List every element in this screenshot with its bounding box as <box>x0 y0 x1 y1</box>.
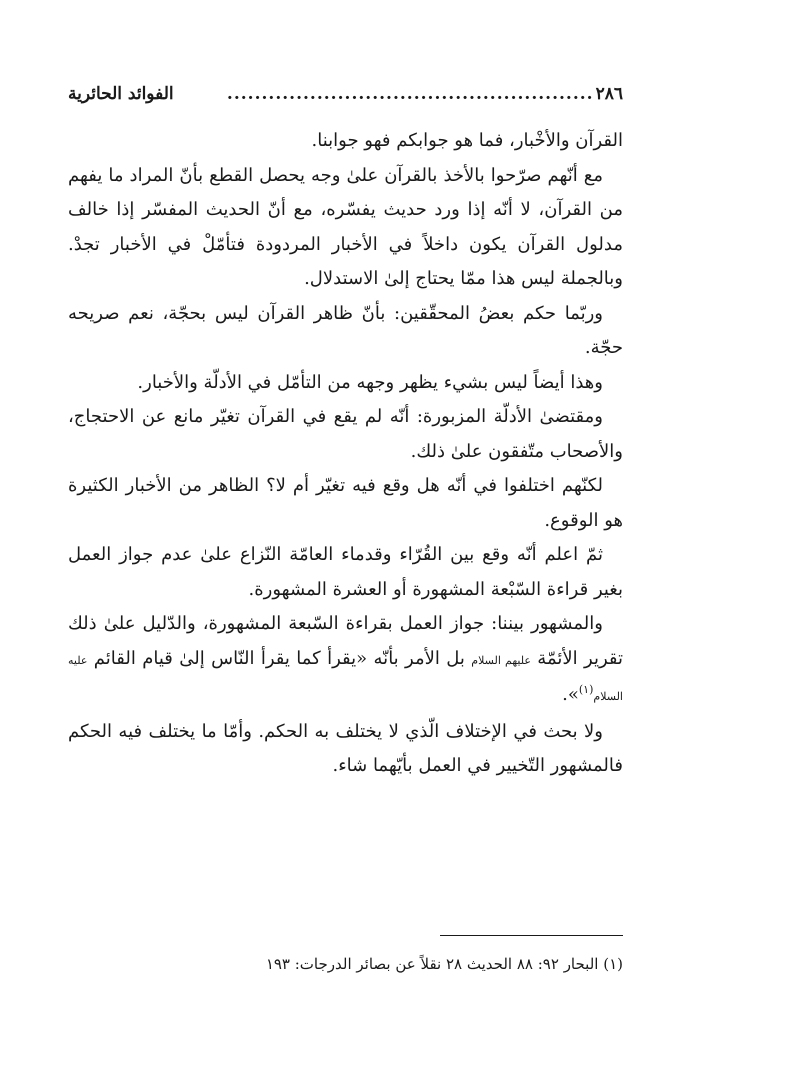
running-header <box>68 84 623 104</box>
paragraph-8-text-b: بل الأمر بأنّه «يقرأ كما يقرأ النّاس إلىٰ قيام القائم <box>87 647 472 669</box>
paragraph-4: وهذا أيضاً ليس بشيء يظهر وجهه من التأمّل في الأدلّة والأخبار. <box>137 371 603 393</box>
paragraph-1: القرآن والأخْبار، فما هو جوابكم فهو جوابنا. <box>311 130 623 151</box>
paragraph-9: ولا بحث في الإختلاف الّذي لا يختلف به الحكم. وأمّا ما يختلف فيه الحكم فالمشهور التّخيير في العمل بأيّهما شاء. <box>68 720 623 776</box>
honorific-a: عليهم السلام <box>471 653 531 667</box>
paragraph-8-text-c: ». <box>562 684 579 705</box>
leader-dots: ..................................................... <box>226 84 594 104</box>
paragraph-7: ثمّ اعلم أنّه وقع بين القُرّاء وقدماء العامّة النّزاع علىٰ عدم جواز العمل بغير قراءة السّبْعة المشهورة أو العشرة المشهورة. <box>68 544 623 600</box>
book-title: الفوائد الحائرية <box>68 84 174 104</box>
paragraph-3: وربّما حكم بعضُ المحقّقين: بأنّ ظاهر القرآن ليس بحجّة، نعم صريحه حجّة. <box>68 302 623 358</box>
footnote-ref[interactable]: (١) <box>578 683 594 696</box>
footnote-separator <box>440 935 623 936</box>
footnote: (١) البحار ٩٢: ٨٨ الحديث ٢٨ نقلاً عن بصائر الدرجات: ١٩٣ <box>265 955 623 973</box>
paragraph-8-text-a: والمشهور بيننا: جواز العمل بقراءة السّبعة المشهورة، والدّليل علىٰ ذلك تقرير الأئمّة <box>68 613 623 669</box>
honorific-b: عليه السلام <box>68 653 623 703</box>
body-text <box>68 124 623 784</box>
paragraph-6: لكنّهم اختلفوا في أنّه هل وقع فيه تغيّر أم لا؟ الظاهر من الأخبار الكثيرة هو الوقوع. <box>68 475 623 531</box>
paragraph-5: ومقتضىٰ الأدلّة المزبورة: أنّه لم يقع في القرآن تغيّر مانع عن الاحتجاج، والأصحاب متّفقون علىٰ ذلك. <box>68 406 623 462</box>
paragraph-8 <box>68 607 623 715</box>
paragraph-2: مع أنّهم صرّحوا بالأخذ بالقرآن علىٰ وجه يحصل القطع بأنّ المراد ما يفهم من القرآن، لا أنّه إذا ورد حديث يفسّره، مع أنّ الحديث المفسّر إذا خالف مدلول القرآن يكون داخلاً في الأخبار المردودة فتأمّلْ في الأخبار تجدْ. وبالجملة ليس هذا ممّا يحتاج إلىٰ الاستدلال. <box>68 164 623 289</box>
page-number: ٢٨٦ <box>595 84 623 104</box>
